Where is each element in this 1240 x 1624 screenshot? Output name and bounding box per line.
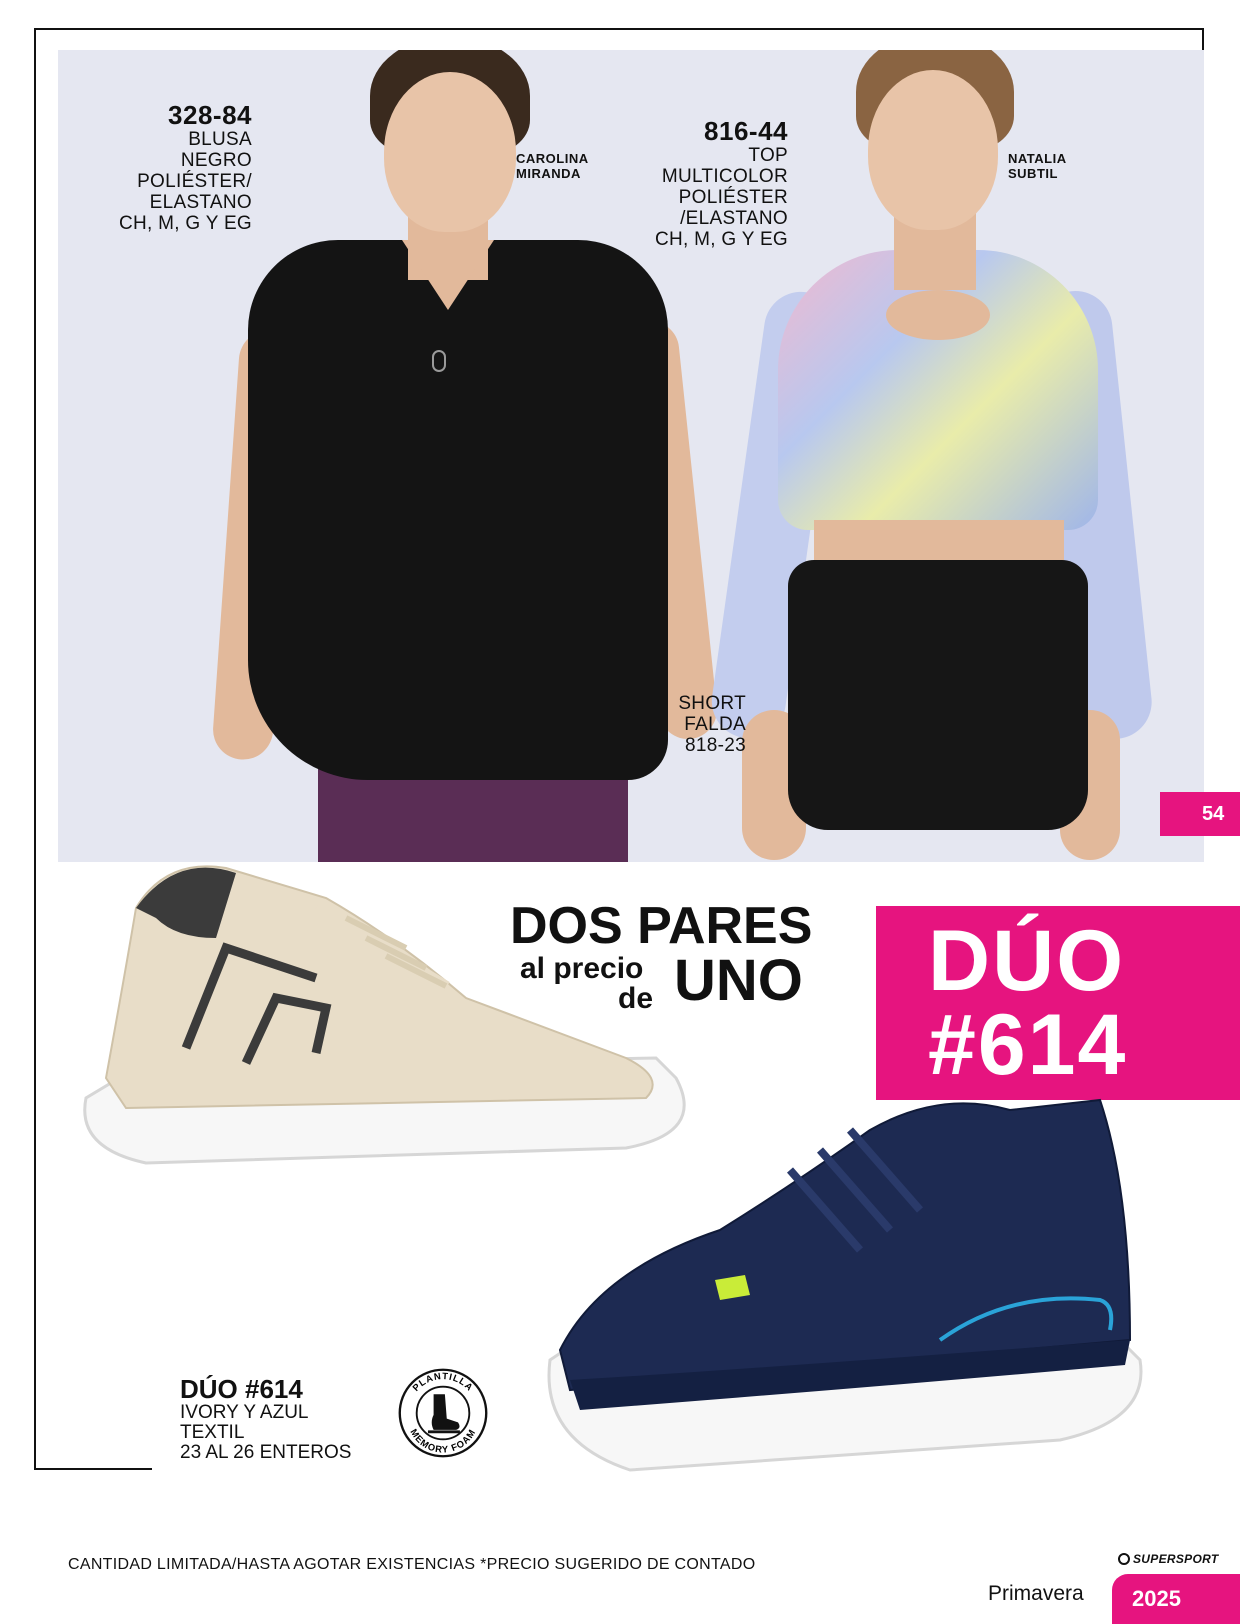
model-name-carolina xyxy=(516,152,589,182)
product-desc-line: POLIÉSTER xyxy=(678,187,788,208)
brand-logo xyxy=(1118,1552,1218,1566)
promo-headline-line1: DOS PARES xyxy=(510,897,813,955)
short-line: 818-23 xyxy=(685,735,746,756)
model-name-natalia xyxy=(1008,152,1067,182)
product-desc-line: NEGRO xyxy=(180,150,252,171)
short-line: FALDA xyxy=(684,714,746,735)
product-code: 328-84 xyxy=(168,100,252,130)
product-code: 816-44 xyxy=(704,116,788,146)
frame-left-line xyxy=(34,28,36,1470)
model-last-name: MIRANDA xyxy=(516,165,581,181)
shoe-sizes: 23 AL 26 ENTEROS xyxy=(180,1442,352,1464)
year-text: 2025 xyxy=(1132,1586,1181,1611)
promo-headline-uno: UNO xyxy=(674,948,803,1013)
product-desc-line: ELASTANO xyxy=(149,192,252,213)
product-label-top xyxy=(618,118,788,249)
duo-box-line1: DÚO xyxy=(928,913,1126,1009)
model-first-name: CAROLINA xyxy=(516,151,589,166)
promo-headline-al-precio: al precio xyxy=(520,952,644,985)
product-desc-line: TOP xyxy=(748,145,788,166)
page-number: 54 xyxy=(1202,802,1225,825)
model-last-name: SUBTIL xyxy=(1008,165,1058,181)
model-first-name: NATALIA xyxy=(1008,151,1067,166)
season-label: Primavera xyxy=(988,1582,1084,1605)
brand-mark-icon xyxy=(1118,1553,1130,1565)
short-label xyxy=(660,692,746,755)
duo-number-box xyxy=(876,906,1240,1100)
short-line: SHORT xyxy=(678,693,746,714)
year-tab xyxy=(1112,1574,1240,1624)
models-photo-panel xyxy=(58,50,1204,862)
duo-box-line2: #614 xyxy=(928,997,1128,1093)
badge-top-text: PLANTILLA xyxy=(410,1370,476,1394)
product-desc-line: CH, M, G Y EG xyxy=(118,213,252,234)
frame-bottom-line xyxy=(34,1468,152,1470)
product-desc-line: CH, M, G Y EG xyxy=(654,229,788,250)
shoe-color: IVORY Y AZUL xyxy=(180,1402,309,1424)
memory-foam-badge-icon xyxy=(396,1366,490,1460)
product-desc-line: MULTICOLOR xyxy=(661,166,788,187)
brand-name: SUPERSPORT xyxy=(1133,1552,1219,1566)
shoe-product-name: DÚO #614 xyxy=(180,1374,303,1404)
shoe-product-info xyxy=(180,1376,351,1463)
shoe-material: TEXTIL xyxy=(180,1422,245,1444)
product-desc-line: /ELASTANO xyxy=(680,208,788,229)
footer-disclaimer: CANTIDAD LIMITADA/HASTA AGOTAR EXISTENCIAS *PRECIO SUGERIDO DE CONTADO xyxy=(68,1556,756,1573)
page-number-tab xyxy=(1160,792,1240,836)
product-desc-line: POLIÉSTER/ xyxy=(137,171,252,192)
product-label-blouse xyxy=(108,102,252,233)
badge-bottom-text: MEMORY FOAM xyxy=(408,1426,478,1455)
product-desc-line: BLUSA xyxy=(188,129,252,150)
promo-headline-de: de xyxy=(618,982,654,1015)
navy-sneaker-image xyxy=(540,1090,1160,1510)
frame-top-line xyxy=(34,28,1204,30)
